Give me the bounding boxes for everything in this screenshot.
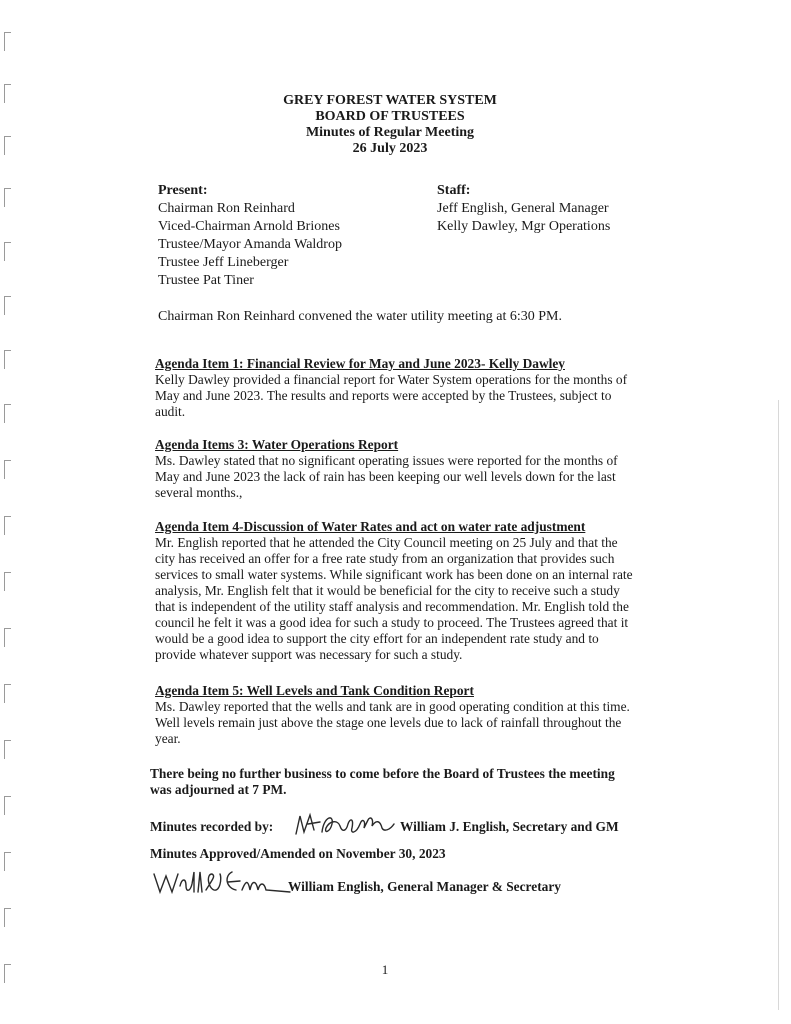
document-header xyxy=(150,93,630,157)
present-member: Chairman Ron Reinhard xyxy=(158,201,295,216)
adjournment-statement xyxy=(150,766,615,798)
scan-margin-marks xyxy=(4,20,24,1020)
approval-signature-line xyxy=(150,866,610,898)
page-number: 1 xyxy=(381,962,389,977)
agenda-item-text: analysis, Mr. English felt that it would be beneficial for the city to receive such a study xyxy=(155,583,620,598)
adjournment-line: There being no further business to come before the Board of Trustees the meeting xyxy=(150,766,615,781)
present-member: Viced-Chairman Arnold Briones xyxy=(158,219,340,234)
approver-name: William English, General Manager & Secretary xyxy=(288,879,561,894)
staff-list xyxy=(437,182,610,236)
agenda-item-text: May and June 2023 the lack of rain has been keeping our well levels down for the last xyxy=(155,469,616,484)
agenda-item-text: Kelly Dawley provided a financial report for Water System operations for the months of xyxy=(155,372,628,387)
agenda-item-text: council he felt it was a good idea for such a study to proceed. The Trustees agreed that it xyxy=(155,615,629,630)
agenda-item-text: Ms. Dawley reported that the wells and tank are in good operating condition at this time. xyxy=(155,699,630,714)
approval-statement: Minutes Approved/Amended on November 30, 2023 xyxy=(150,846,446,861)
agenda-item-text: services to small water systems. While significant work has been done on an internal rate xyxy=(155,567,633,582)
agenda-item-title: Agenda Items 3: Water Operations Report xyxy=(155,437,399,452)
present-heading: Present: xyxy=(158,183,208,198)
recorded-by-label: Minutes recorded by: xyxy=(150,819,274,834)
staff-member: Kelly Dawley, Mgr Operations xyxy=(437,219,611,234)
agenda-item-text: year. xyxy=(155,731,181,746)
agenda-item-text: Well levels remain just above the stage one levels due to lack of rainfall throughout the xyxy=(155,715,622,730)
agenda-item-1 xyxy=(155,356,660,420)
present-member: Trustee Jeff Lineberger xyxy=(158,255,289,270)
organization-name: GREY FOREST WATER SYSTEM xyxy=(283,93,497,108)
agenda-item-3 xyxy=(155,437,660,501)
agenda-item-text: May and June 2023. The results and reports were accepted by the Trustees, subject to xyxy=(155,388,612,403)
agenda-item-5 xyxy=(155,683,660,747)
agenda-item-4 xyxy=(155,519,660,663)
agenda-item-title: Agenda Item 4-Discussion of Water Rates and act on water rate adjustment xyxy=(155,519,586,534)
board-name: BOARD OF TRUSTEES xyxy=(315,109,465,124)
agenda-item-text: provide whatever support was necessary for such a study. xyxy=(155,647,463,662)
agenda-item-text: would be a good idea to support the city effort for an independent rate study and to xyxy=(155,631,599,646)
agenda-item-text: Ms. Dawley stated that no significant operating issues were reported for the months of xyxy=(155,453,618,468)
agenda-item-text: Mr. English reported that he attended the City Council meeting on 25 July and that the xyxy=(155,535,618,550)
convened-statement: Chairman Ron Reinhard convened the water utility meeting at 6:30 PM. xyxy=(158,309,562,324)
handwritten-signature xyxy=(150,866,300,896)
meeting-date: 26 July 2023 xyxy=(352,141,428,156)
agenda-item-title: Agenda Item 1: Financial Review for May and June 2023- Kelly Dawley xyxy=(155,356,565,371)
recorder-name: William J. English, Secretary and GM xyxy=(400,819,619,834)
adjournment-line: was adjourned at 7 PM. xyxy=(150,782,287,797)
agenda-item-text: audit. xyxy=(155,404,186,419)
present-member: Trustee Pat Tiner xyxy=(158,273,254,288)
agenda-item-text: that is independent of the utility staff analysis and recommendation. Mr. English told the xyxy=(155,599,629,614)
present-member: Trustee/Mayor Amanda Waldrop xyxy=(158,237,342,252)
document-title: Minutes of Regular Meeting xyxy=(305,125,475,140)
staff-member: Jeff English, General Manager xyxy=(437,201,609,216)
agenda-item-text: several months., xyxy=(155,485,243,500)
handwritten-signature xyxy=(290,810,410,838)
staff-heading: Staff: xyxy=(437,183,471,198)
agenda-item-title: Agenda Item 5: Well Levels and Tank Condition Report xyxy=(155,683,474,698)
present-list xyxy=(158,182,342,290)
agenda-item-text: city has received an offer for a free rate study from an organization that provides such xyxy=(155,551,615,566)
scan-edge-line xyxy=(778,400,779,1010)
